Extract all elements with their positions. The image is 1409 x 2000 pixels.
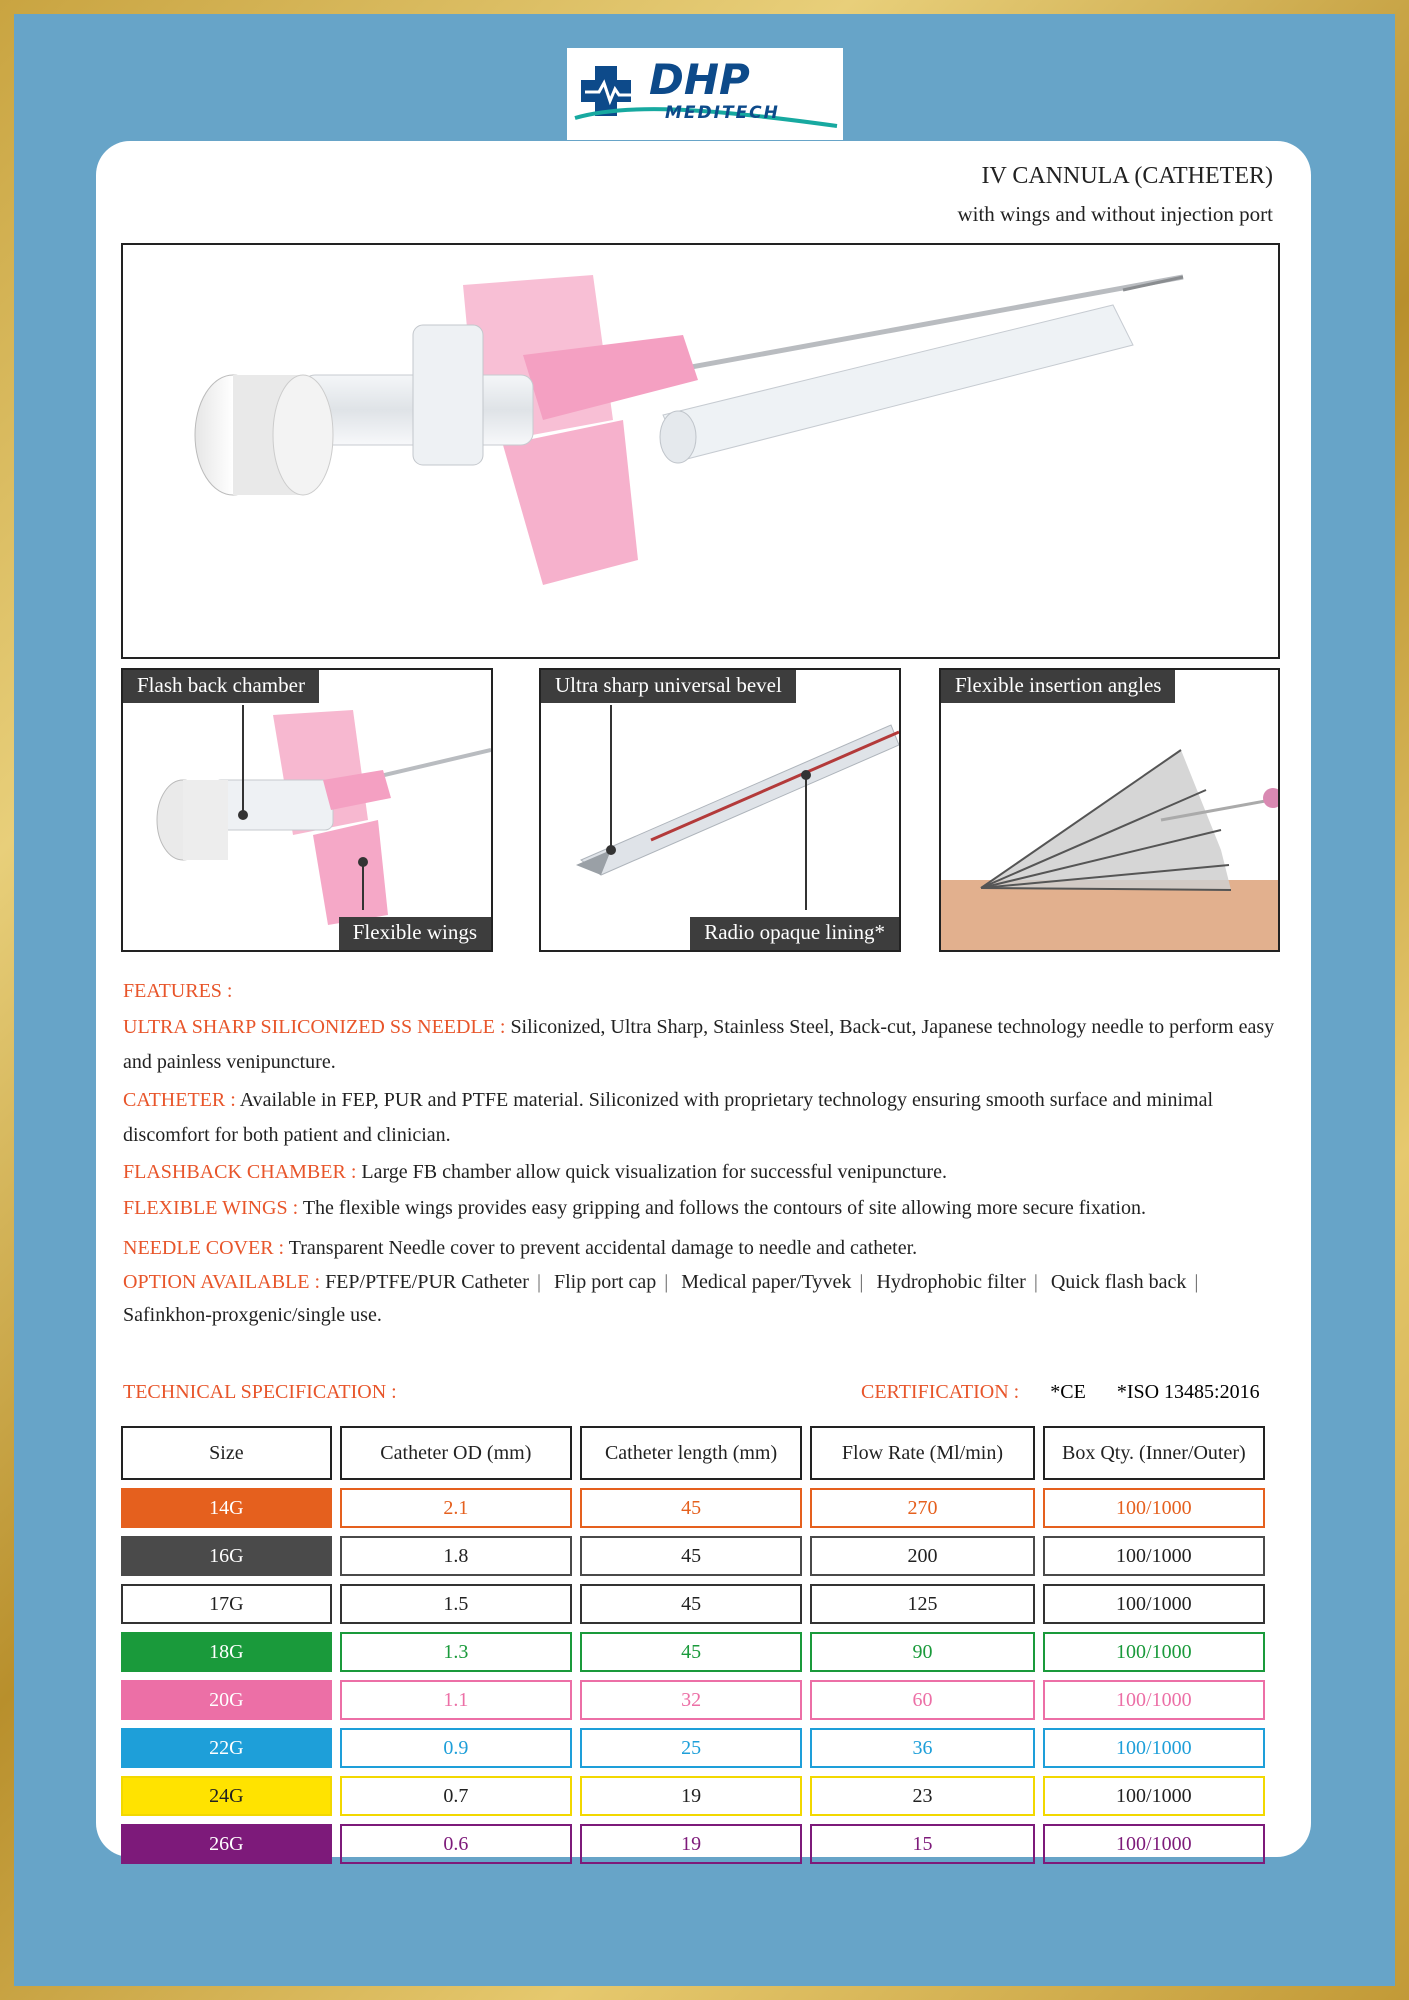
cell-box: 100/1000 [1043,1488,1265,1528]
cell-flow: 60 [810,1680,1034,1720]
cert-item: *ISO 13485:2016 [1116,1381,1260,1403]
cell-size: 22G [121,1728,332,1768]
cell-od: 0.6 [340,1824,572,1864]
feature-label: ULTRA SHARP SILICONIZED SS NEEDLE : [123,1016,506,1038]
hero-image [121,243,1280,659]
spec-header-row [121,1426,1265,1480]
panel-title: Ultra sharp universal bevel [541,670,796,703]
feature-text: Available in FEP, PUR and PTFE material. Siliconized with proprietary technology ensuring smooth surface and minimal discomfort for both patient and clinician. [123,1089,1214,1146]
panel-title: Flash back chamber [123,670,319,703]
option-item: Medical paper/Tyvek [681,1271,852,1293]
feature-label: FLASHBACK CHAMBER : [123,1161,357,1183]
feature-item [123,1191,1281,1226]
table-row [121,1584,1265,1624]
option-item: Safinkhon-proxgenic/single use. [123,1304,382,1326]
table-row [121,1488,1265,1528]
insertion-angles-illustration [941,670,1278,950]
feature-text: The flexible wings provides easy gripping and follows the contours of site allowing more secure fixation. [302,1197,1146,1219]
cell-size: 24G [121,1776,332,1816]
cell-length: 45 [580,1584,802,1624]
table-row [121,1728,1265,1768]
panel-bevel [539,668,901,952]
cell-size: 14G [121,1488,332,1528]
panel-label: Radio opaque lining* [690,917,899,950]
features-section [123,974,1281,1332]
cell-size: 16G [121,1536,332,1576]
cell-size: 17G [121,1584,332,1624]
brand-sub: MEDITECH [665,103,780,123]
cell-flow: 125 [810,1584,1034,1624]
options-label: OPTION AVAILABLE : [123,1271,321,1293]
cell-length: 25 [580,1728,802,1768]
feature-text: Transparent Needle cover to prevent accidental damage to needle and catheter. [288,1237,918,1259]
cannula-illustration [123,245,1278,657]
cell-od: 2.1 [340,1488,572,1528]
cell-box: 100/1000 [1043,1584,1265,1624]
bevel-illustration [541,670,899,950]
options-line: OPTION AVAILABLE : FEP/PTFE/PUR Catheter | Flip port cap | Medical paper/Tyvek | Hydrophobic filter | Quick flash back | Safinkhon-proxgenic/single use. [123,1271,1199,1326]
option-item: Flip port cap [553,1271,657,1293]
option-item: FEP/PTFE/PUR Catheter [325,1271,529,1293]
cert-label: CERTIFICATION : [861,1381,1020,1403]
brand-logo [567,48,843,140]
cell-flow: 15 [810,1824,1034,1864]
feature-label: FLEXIBLE WINGS : [123,1197,299,1219]
header-length: Catheter length (mm) [580,1426,802,1480]
cell-length: 45 [580,1488,802,1528]
feature-text: Large FB chamber allow quick visualization for successful venipuncture. [361,1161,947,1183]
cell-box: 100/1000 [1043,1776,1265,1816]
cell-box: 100/1000 [1043,1824,1265,1864]
cell-flow: 36 [810,1728,1034,1768]
panel-angles [939,668,1280,952]
cell-size: 20G [121,1680,332,1720]
header-box: Box Qty. (Inner/Outer) [1043,1426,1265,1480]
feature-item [123,1231,1281,1266]
cell-od: 1.8 [340,1536,572,1576]
table-row [121,1776,1265,1816]
header-size: Size [121,1426,332,1480]
cell-flow: 270 [810,1488,1034,1528]
table-row [121,1632,1265,1672]
cross-pulse-icon [567,48,843,140]
cell-length: 45 [580,1536,802,1576]
header-od: Catheter OD (mm) [340,1426,572,1480]
cell-box: 100/1000 [1043,1728,1265,1768]
feature-item [123,1083,1281,1153]
cell-od: 0.9 [340,1728,572,1768]
cell-size: 26G [121,1824,332,1864]
option-item: Hydrophobic filter [876,1271,1026,1293]
feature-item [123,1155,1281,1190]
product-card [96,141,1311,1857]
table-row [121,1824,1265,1864]
cell-flow: 23 [810,1776,1034,1816]
cell-length: 19 [580,1776,802,1816]
panel-label: Flexible wings [339,917,491,950]
cell-box: 100/1000 [1043,1632,1265,1672]
feature-label: NEEDLE COVER : [123,1237,285,1259]
feature-label: CATHETER : [123,1089,236,1111]
feature-text: Siliconized, Ultra Sharp, Stainless Steel, Back-cut, Japanese technology needle to perform easy and painless venipuncture. [123,1016,1275,1073]
table-row [121,1536,1265,1576]
header-flow: Flow Rate (Ml/min) [810,1426,1034,1480]
cell-length: 32 [580,1680,802,1720]
cell-box: 100/1000 [1043,1680,1265,1720]
cell-length: 19 [580,1824,802,1864]
brand-name: DHP [649,55,750,104]
cert-item: *CE [1050,1381,1086,1403]
cell-od: 1.1 [340,1680,572,1720]
cell-od: 0.7 [340,1776,572,1816]
features-heading: FEATURES : [123,980,233,1002]
option-item: Quick flash back [1050,1271,1187,1293]
product-title: IV CANNULA (CATHETER) [981,163,1273,189]
panel-title: Flexible insertion angles [941,670,1175,703]
product-subtitle: with wings and without injection port [957,202,1273,226]
flashback-illustration [123,670,491,950]
cell-box: 100/1000 [1043,1536,1265,1576]
cell-od: 1.5 [340,1584,572,1624]
cell-flow: 90 [810,1632,1034,1672]
spec-heading-row [123,1381,1281,1404]
panel-flashback [121,668,493,952]
cell-flow: 200 [810,1536,1034,1576]
cell-size: 18G [121,1632,332,1672]
spec-table [113,1418,1273,1872]
feature-item [123,1010,1281,1080]
table-row [121,1680,1265,1720]
cell-od: 1.3 [340,1632,572,1672]
cell-length: 45 [580,1632,802,1672]
spec-heading: TECHNICAL SPECIFICATION : [123,1381,397,1403]
